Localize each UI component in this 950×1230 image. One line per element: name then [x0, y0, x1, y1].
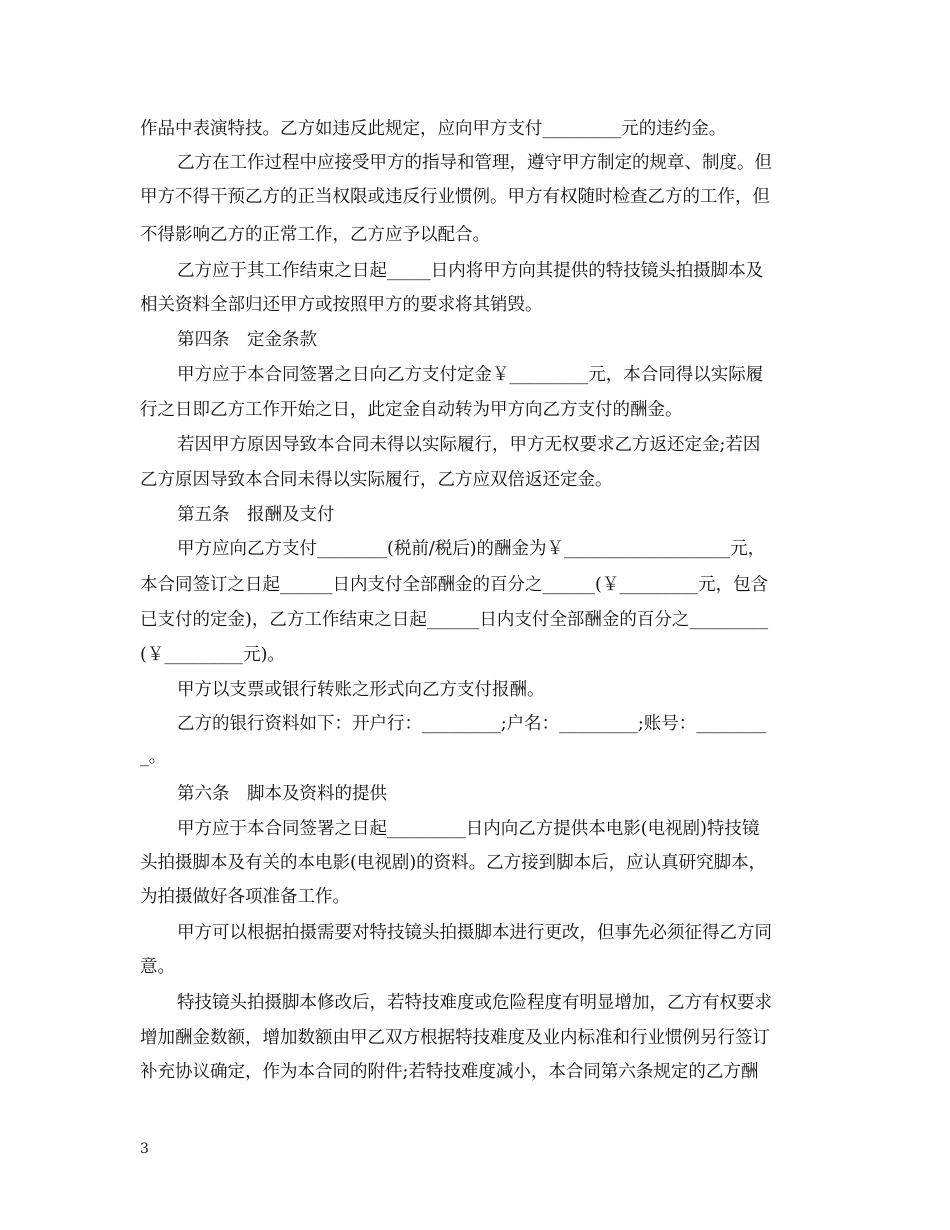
text-line: 行之日即乙方工作开始之日，此定金自动转为甲方向乙方支付的酬金。: [140, 400, 683, 420]
text-line: 作品中表演特技。乙方如违反此规定，应向甲方支付_________元的违约金。: [140, 119, 727, 139]
section-heading: 第五条 报酬及支付: [177, 505, 335, 525]
text-line: 若因甲方原因导致本合同未得以实际履行，甲方无权要求乙方返还定金;若因: [177, 435, 761, 455]
text-line: 增加酬金数额，增加数额由甲乙双方根据特技难度及业内标准和行业惯例另行签订: [140, 1028, 770, 1048]
text-line: 头拍摄脚本及有关的本电影(电视剧)的资料。乙方接到脚本后，应认真研究脚本，: [140, 853, 767, 873]
section-heading: 第四条 定金条款: [177, 330, 317, 350]
text-line: 本合同签订之日起______日内支付全部酬金的百分之______(￥_________元，包含: [140, 575, 769, 595]
text-line: 为拍摄做好各项准备工作。: [140, 887, 350, 907]
text-line: 甲方应于本合同签署之日起_________日内向乙方提供本电影(电视剧)特技镜: [177, 819, 760, 839]
text-line: 相关资料全部归还甲方或按照甲方的要求将其销毁。: [140, 295, 543, 315]
text-line: (￥_________元)。: [140, 645, 285, 665]
text-line: 意。: [140, 957, 175, 977]
text-line: _。: [140, 747, 167, 767]
text-line: 乙方原因导致本合同未得以实际履行，乙方应双倍返还定金。: [140, 470, 613, 490]
text-line: 甲方以支票或银行转账之形式向乙方支付报酬。: [177, 680, 545, 700]
section-heading: 第六条 脚本及资料的提供: [177, 784, 387, 804]
text-line: 乙方的银行资料如下：开户行：_________;户名：_________;账号：________: [177, 714, 767, 734]
text-line: 乙方应于其工作结束之日起_____日内将甲方向其提供的特技镜头拍摄脚本及: [177, 261, 764, 281]
text-line: 不得影响乙方的正常工作，乙方应予以配合。: [140, 225, 490, 245]
text-line: 甲方应向乙方支付________(税前/税后)的酬金为￥___________________元，: [177, 539, 766, 559]
text-line: 特技镜头拍摄脚本修改后，若特技难度或危险程度有明显增加，乙方有权要求: [177, 993, 772, 1013]
text-line: 甲方可以根据拍摄需要对特技镜头拍摄脚本进行更改，但事先必须征得乙方同: [177, 923, 772, 943]
text-line: 甲方不得干预乙方的正当权限或违反行业惯例。甲方有权随时检查乙方的工作，但: [140, 187, 770, 207]
text-line: 甲方应于本合同签署之日向乙方支付定金￥_________元，本合同得以实际履: [177, 365, 764, 385]
page-number: 3: [140, 1141, 149, 1157]
text-line: 补充协议确定，作为本合同的附件;若特技难度减小，本合同第六条规定的乙方酬: [140, 1062, 759, 1082]
text-line: 已支付的定金)，乙方工作结束之日起______日内支付全部酬金的百分之_________: [140, 610, 769, 630]
text-line: 乙方在工作过程中应接受甲方的指导和管理，遵守甲方制定的规章、制度。但: [177, 153, 772, 173]
